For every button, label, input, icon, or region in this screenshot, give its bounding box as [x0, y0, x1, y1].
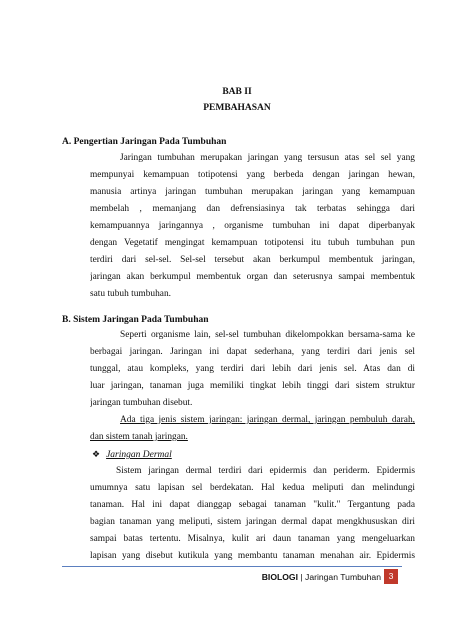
- footer-topic: Jaringan Tumbuhan: [305, 572, 381, 582]
- footer-divider: [62, 566, 402, 567]
- paragraph-line: Seperti organisme lain, sel-sel tumbuhan dikelompokkan bersama-sama ke: [120, 330, 415, 340]
- paragraph-line: dengan Vegetatif mengingat kemampuan totipotensi itu tubuh tumbuhan pun: [90, 238, 415, 248]
- paragraph-line: Ada tiga jenis sistem jaringan: jaringan dermal, jaringan pembuluh darah,: [120, 415, 415, 425]
- section-b-paragraph: [90, 327, 415, 412]
- paragraph-line: terdiri dari sel-sel. Sel-sel tersebut akan berkumpul membentuk jaringan,: [90, 255, 415, 265]
- section-a-paragraph: [90, 150, 415, 303]
- paragraph-line: lapisan yang disebut kutikula yang membantu tanaman menahan air. Epidermis: [90, 551, 415, 561]
- paragraph-line: berbagai jaringan. Jaringan ini dapat sederhana, yang terdiri dari jenis sel: [90, 347, 415, 357]
- paragraph-line: tunggal, atau kompleks, yang terdiri dari lebih dari jenis sel. Atas dan di: [90, 364, 415, 374]
- bullet-item-jaringan-dermal: [92, 449, 172, 461]
- paragraph-line: Sistem jaringan dermal terdiri dari epidermis dan periderm. Epidermis: [116, 466, 415, 476]
- paragraph-line: tanaman. Hal ini dapat dianggap sebagai tanaman "kulit." Tergantung pada: [90, 500, 415, 510]
- paragraph-line: sampai batas tertentu. Misalnya, kulit ari daun tanaman yang mengeluarkan: [90, 534, 415, 544]
- paragraph-line: kemampuannya jaringannya , organisme tumbuhan ini dapat diperbanyak: [90, 221, 415, 231]
- paragraph-line: umumnya satu lapisan sel berdekatan. Hal kedua meliputi dan melindungi: [90, 483, 415, 493]
- footer-separator: |: [300, 572, 303, 582]
- footer-subject: BIOLOGI: [261, 572, 299, 582]
- chapter-title: PEMBAHASAN: [203, 103, 271, 113]
- paragraph-line: mempunyai kemampuan totipotensi yang berbeda dengan jaringan hewan,: [90, 170, 415, 180]
- paragraph-line: manusia artinya jaringan tumbuhan merupakan jaringan yang kemampuan: [90, 187, 415, 197]
- page-number-badge: 3: [384, 569, 398, 584]
- dermal-paragraph: [90, 463, 415, 565]
- paragraph-line: bagian tanaman yang meliputi, sistem jaringan dermal dapat mengkhususkan diri: [90, 517, 415, 527]
- page-footer: [262, 571, 381, 583]
- paragraph-line: luar jaringan, tanaman juga memiliki tingkat lebih tinggi dari sistem struktur: [90, 381, 415, 391]
- paragraph-line: Jaringan tumbuhan merupakan jaringan yang tersusun atas sel sel yang: [120, 153, 415, 163]
- underlined-paragraph: [90, 412, 415, 446]
- paragraph-line: dan sistem tanah jaringan.: [90, 432, 188, 442]
- chapter-number: BAB II: [222, 87, 252, 97]
- paragraph-line: jaringan tumbuhan disebut.: [90, 398, 193, 408]
- diamond-bullet-icon: ❖: [92, 450, 101, 460]
- paragraph-line: satu tubuh tumbuhan.: [90, 289, 171, 299]
- paragraph-line: membelah , memanjang dan defrensiasinya tak terbatas sehingga dari: [90, 204, 415, 214]
- section-b-heading: B. Sistem Jaringan Pada Tumbuhan: [62, 315, 209, 325]
- bullet-label: Jaringan Dermal: [106, 450, 172, 460]
- section-a-heading: A. Pengertian Jaringan Pada Tumbuhan: [62, 137, 227, 147]
- paragraph-line: jaringan akan berkumpul membentuk organ dan seterusnya sampai membentuk: [90, 272, 415, 282]
